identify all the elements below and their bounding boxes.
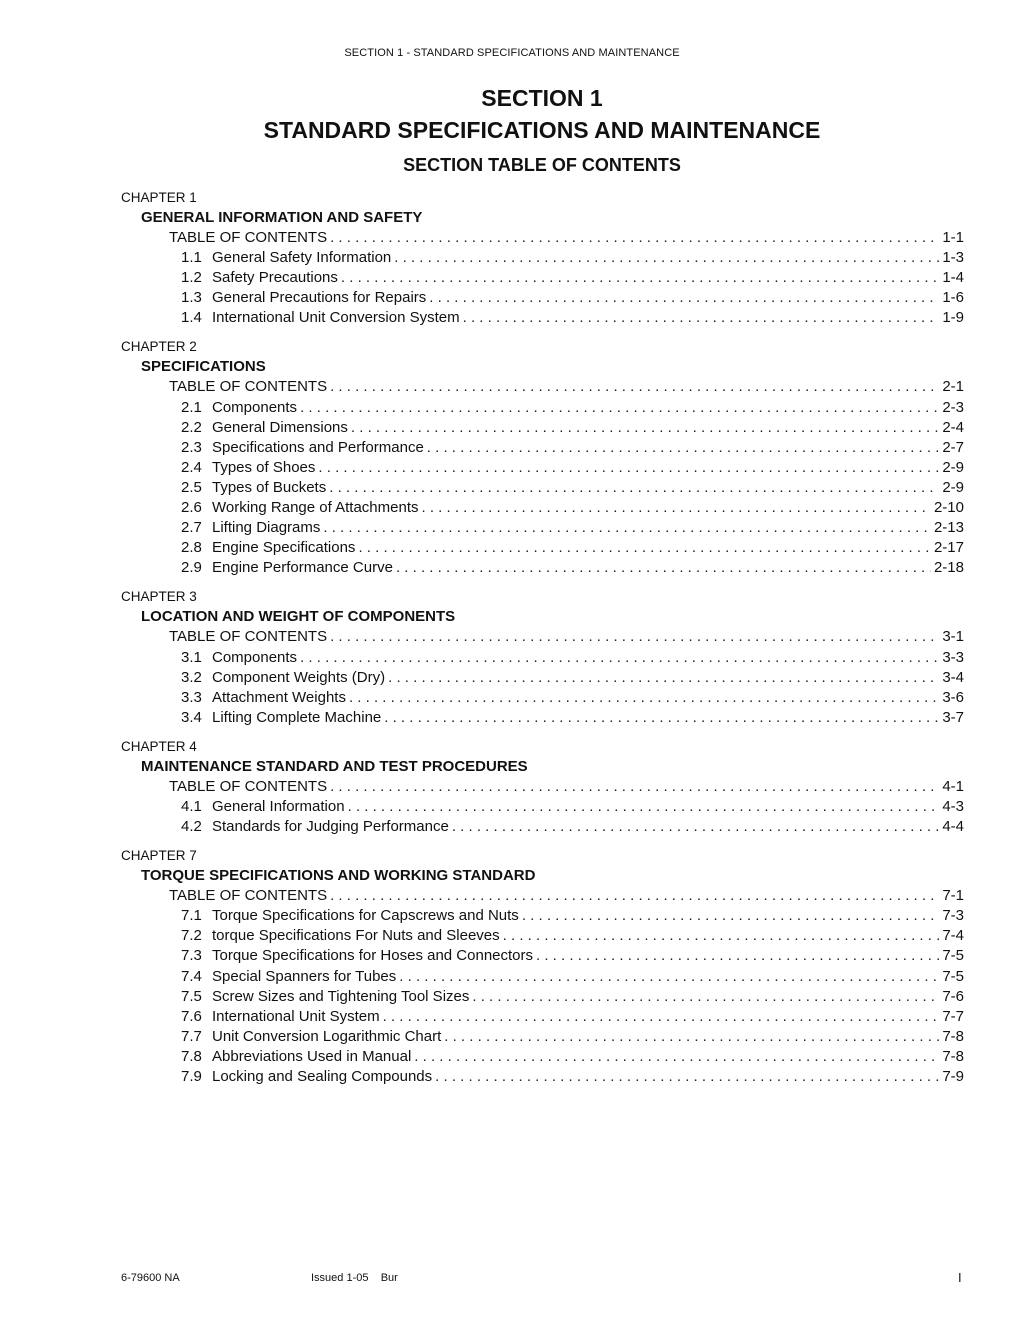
toc-entry-number: 7.5 — [181, 987, 202, 1005]
toc-entry-title: Engine Specifications — [212, 539, 356, 557]
toc-entry-number: 3.3 — [181, 688, 202, 706]
dot-leader — [330, 377, 939, 397]
dot-leader — [399, 967, 939, 987]
toc-entry-page: 1-6 — [942, 289, 964, 307]
toc-entry-page: 4-1 — [942, 777, 964, 795]
dot-leader — [414, 1047, 939, 1067]
toc-entry-title: International Unit Conversion System — [212, 309, 460, 327]
toc-entry-title: Component Weights (Dry) — [212, 668, 386, 686]
toc-entry-number: 2.2 — [181, 418, 202, 436]
toc-entry-page: 3-6 — [942, 688, 964, 706]
chapter-label: CHAPTER 3 — [121, 589, 197, 605]
toc-entry[interactable] — [121, 817, 964, 837]
toc-entry-number: 2.6 — [181, 499, 202, 517]
section-subtitle: STANDARD SPECIFICATIONS AND MAINTENANCE — [263, 117, 821, 143]
toc-entry-number: 2.9 — [181, 559, 202, 577]
toc-entry-title: Specifications and Performance — [212, 438, 424, 456]
dot-leader — [444, 1027, 939, 1047]
chapter-title: GENERAL INFORMATION AND SAFETY — [141, 209, 423, 226]
dot-leader — [472, 987, 939, 1007]
toc-entry-number: 7.1 — [181, 907, 202, 925]
toc-entry-title: General Safety Information — [212, 249, 392, 267]
toc-heading: SECTION TABLE OF CONTENTS — [403, 155, 681, 175]
chapter-title: TORQUE SPECIFICATIONS AND WORKING STANDARD — [141, 867, 536, 885]
toc-entry-page: 2-4 — [942, 418, 964, 436]
toc-entry-number: 2.8 — [181, 539, 202, 557]
toc-entry-page: 7-9 — [942, 1068, 964, 1085]
toc-entry[interactable] — [121, 627, 964, 647]
toc-entry-page: 2-1 — [942, 378, 964, 396]
toc-entry-number: 7.3 — [181, 947, 202, 965]
dot-leader — [348, 797, 940, 817]
toc-entry-number: 7.2 — [181, 927, 202, 945]
dot-leader — [341, 268, 939, 288]
chapter-block — [121, 737, 964, 837]
toc-entry-title: Types of Shoes — [212, 458, 316, 476]
toc-entry[interactable] — [121, 1007, 964, 1027]
toc-entry-title: torque Specifications For Nuts and Sleeves — [212, 927, 500, 945]
toc-entry-title: Torque Specifications for Hoses and Connectors — [212, 947, 534, 965]
toc-entry[interactable] — [121, 228, 964, 248]
toc-entry[interactable] — [121, 308, 964, 328]
toc-entry-number: 7.9 — [181, 1068, 202, 1085]
toc-entry-title: Abbreviations Used in Manual — [212, 1047, 412, 1065]
toc-entry-title: TABLE OF CONTENTS — [169, 887, 328, 905]
toc-entry[interactable] — [121, 886, 964, 906]
toc-entry-title: Types of Buckets — [212, 478, 327, 496]
toc-entry-page: 7-1 — [942, 887, 964, 905]
dot-leader — [330, 886, 939, 906]
chapter-title: SPECIFICATIONS — [141, 358, 266, 376]
toc-entry-page: 2-18 — [933, 559, 964, 577]
toc-entry[interactable] — [121, 648, 964, 668]
table-of-contents — [121, 188, 964, 1087]
toc-entry-page: 3-4 — [942, 668, 964, 686]
toc-entry[interactable] — [121, 478, 964, 498]
toc-entry-title: Attachment Weights — [212, 688, 346, 706]
dot-leader — [388, 668, 939, 688]
toc-entry-number: 7.4 — [181, 967, 202, 985]
dot-leader — [300, 398, 939, 418]
toc-entry-number: 1.1 — [181, 249, 202, 267]
toc-entry-page: 3-3 — [942, 648, 964, 666]
toc-entry-number: 2.3 — [181, 438, 202, 456]
toc-entry-page: 2-9 — [942, 458, 964, 476]
dot-leader — [349, 688, 939, 708]
toc-entry[interactable] — [121, 288, 964, 308]
chapter-block — [121, 337, 964, 578]
toc-entry-number: 1.4 — [181, 309, 202, 327]
toc-entry[interactable] — [121, 1067, 964, 1087]
toc-entry[interactable] — [121, 906, 964, 926]
dot-leader — [394, 248, 939, 268]
toc-entry-number: 7.8 — [181, 1047, 202, 1065]
toc-entry-title: TABLE OF CONTENTS — [169, 229, 328, 246]
toc-entry-number: 4.1 — [181, 797, 202, 815]
toc-entry-title: TABLE OF CONTENTS — [169, 777, 328, 795]
toc-entry[interactable] — [121, 377, 964, 397]
toc-entry-number: 4.2 — [181, 818, 202, 836]
toc-entry-page: 2-13 — [933, 519, 964, 537]
toc-entry-number: 2.4 — [181, 458, 202, 476]
toc-entry-page: 7-5 — [942, 947, 964, 965]
toc-entry[interactable] — [121, 1027, 964, 1047]
toc-entry-number: 2.1 — [181, 398, 202, 416]
toc-entry-page: 1-9 — [942, 309, 964, 327]
dot-leader — [384, 708, 939, 728]
dot-leader — [522, 906, 940, 926]
document-number: 6-79600 NA — [121, 1272, 180, 1284]
toc-entry-page: 2-10 — [933, 499, 964, 517]
toc-entry[interactable] — [121, 458, 964, 478]
toc-entry-title: Lifting Complete Machine — [212, 708, 382, 726]
chapter-block — [121, 188, 964, 328]
issue-info: Issued 1-05 Bur — [311, 1272, 398, 1284]
toc-entry-title: General Information — [212, 797, 345, 815]
toc-entry-page: 3-1 — [942, 628, 964, 646]
chapter-label: CHAPTER 1 — [121, 190, 197, 205]
toc-entry-number: 3.1 — [181, 648, 202, 666]
chapter-title: MAINTENANCE STANDARD AND TEST PROCEDURES — [141, 757, 528, 775]
toc-entry[interactable] — [121, 967, 964, 987]
toc-entry[interactable] — [121, 668, 964, 688]
toc-entry[interactable] — [121, 268, 964, 288]
toc-entry-page: 7-8 — [942, 1047, 964, 1065]
toc-entry-page: 4-3 — [942, 797, 964, 815]
toc-entry[interactable] — [121, 926, 964, 946]
toc-entry-number: 1.3 — [181, 289, 202, 307]
chapter-label: CHAPTER 2 — [121, 339, 197, 355]
toc-entry-page: 2-3 — [942, 398, 964, 416]
dot-leader — [536, 946, 939, 966]
toc-entry-page: 2-9 — [942, 478, 964, 496]
toc-entry-number: 2.5 — [181, 478, 202, 496]
toc-entry-title: Components — [212, 648, 298, 666]
toc-entry[interactable] — [121, 518, 964, 538]
toc-entry-page: 7-6 — [942, 987, 964, 1005]
toc-entry[interactable] — [121, 248, 964, 268]
toc-entry-title: TABLE OF CONTENTS — [169, 378, 328, 396]
toc-entry-page: 1-1 — [942, 229, 964, 246]
toc-entry-page: 4-4 — [942, 818, 964, 836]
toc-entry-title: Working Range of Attachments — [212, 499, 419, 517]
toc-entry[interactable] — [121, 777, 964, 797]
running-header: SECTION 1 - STANDARD SPECIFICATIONS AND MAINTENANCE — [344, 47, 680, 59]
toc-entry-page: 2-17 — [933, 539, 964, 557]
dot-leader — [429, 288, 939, 308]
dot-leader — [358, 538, 931, 558]
toc-entry-number: 7.7 — [181, 1027, 202, 1045]
toc-entry-page: 3-7 — [942, 708, 964, 726]
dot-leader — [329, 478, 939, 498]
toc-entry-page: 2-7 — [942, 438, 964, 456]
dot-leader — [427, 438, 940, 458]
dot-leader — [351, 418, 939, 438]
toc-entry-title: Locking and Sealing Compounds — [212, 1068, 433, 1085]
section-title: SECTION 1 — [481, 85, 603, 111]
chapter-block — [121, 587, 964, 727]
toc-entry[interactable] — [121, 538, 964, 558]
toc-entry-title: Safety Precautions — [212, 269, 338, 287]
dot-leader — [323, 518, 931, 538]
dot-leader — [503, 926, 940, 946]
toc-entry-page: 7-8 — [942, 1027, 964, 1045]
toc-entry-title: General Dimensions — [212, 418, 348, 436]
toc-entry-title: Screw Sizes and Tightening Tool Sizes — [212, 987, 470, 1005]
toc-entry-title: Unit Conversion Logarithmic Chart — [212, 1027, 442, 1045]
toc-entry-page: 7-3 — [942, 907, 964, 925]
dot-leader — [422, 498, 931, 518]
toc-entry-title: International Unit System — [212, 1007, 380, 1025]
toc-entry-page: 1-4 — [942, 269, 964, 287]
toc-entry-title: Lifting Diagrams — [212, 519, 321, 537]
toc-entry[interactable] — [121, 498, 964, 518]
toc-entry-page: 7-5 — [942, 967, 964, 985]
dot-leader — [300, 648, 939, 668]
toc-entry[interactable] — [121, 987, 964, 1007]
toc-entry[interactable] — [121, 708, 964, 728]
toc-entry-number: 1.2 — [181, 269, 202, 287]
toc-entry-number: 3.2 — [181, 668, 202, 686]
dot-leader — [452, 817, 940, 837]
toc-entry-page: 7-4 — [942, 927, 964, 945]
page-number: I — [958, 1270, 962, 1285]
dot-leader — [330, 228, 939, 248]
dot-leader — [330, 777, 939, 797]
toc-entry[interactable] — [121, 398, 964, 418]
chapter-label: CHAPTER 4 — [121, 738, 197, 754]
toc-entry-number: 2.7 — [181, 519, 202, 537]
toc-entry-title: Engine Performance Curve — [212, 559, 393, 577]
toc-entry-title: Torque Specifications for Capscrews and Nuts — [212, 907, 519, 925]
toc-entry[interactable] — [121, 688, 964, 708]
chapter-block — [121, 846, 964, 1087]
dot-leader — [330, 627, 939, 647]
toc-entry-page: 7-7 — [942, 1007, 964, 1025]
toc-entry-number: 3.4 — [181, 708, 202, 726]
toc-entry[interactable] — [121, 797, 964, 817]
toc-entry-number: 7.6 — [181, 1007, 202, 1025]
toc-entry[interactable] — [121, 438, 964, 458]
toc-entry[interactable] — [121, 946, 964, 966]
toc-entry-title: Components — [212, 398, 298, 416]
dot-leader — [383, 1007, 940, 1027]
toc-entry-title: Special Spanners for Tubes — [212, 967, 397, 985]
toc-entry-title: Standards for Judging Performance — [212, 818, 449, 836]
dot-leader — [396, 558, 931, 578]
toc-entry[interactable] — [121, 558, 964, 578]
toc-entry-title: General Precautions for Repairs — [212, 289, 427, 307]
toc-entry-title: TABLE OF CONTENTS — [169, 628, 328, 646]
toc-entry-page: 1-3 — [942, 249, 964, 267]
toc-entry[interactable] — [121, 1047, 964, 1067]
chapter-label: CHAPTER 7 — [121, 848, 197, 864]
dot-leader — [463, 308, 940, 328]
dot-leader — [318, 458, 939, 478]
dot-leader — [435, 1067, 939, 1087]
chapter-title: LOCATION AND WEIGHT OF COMPONENTS — [141, 608, 456, 626]
toc-entry[interactable] — [121, 418, 964, 438]
